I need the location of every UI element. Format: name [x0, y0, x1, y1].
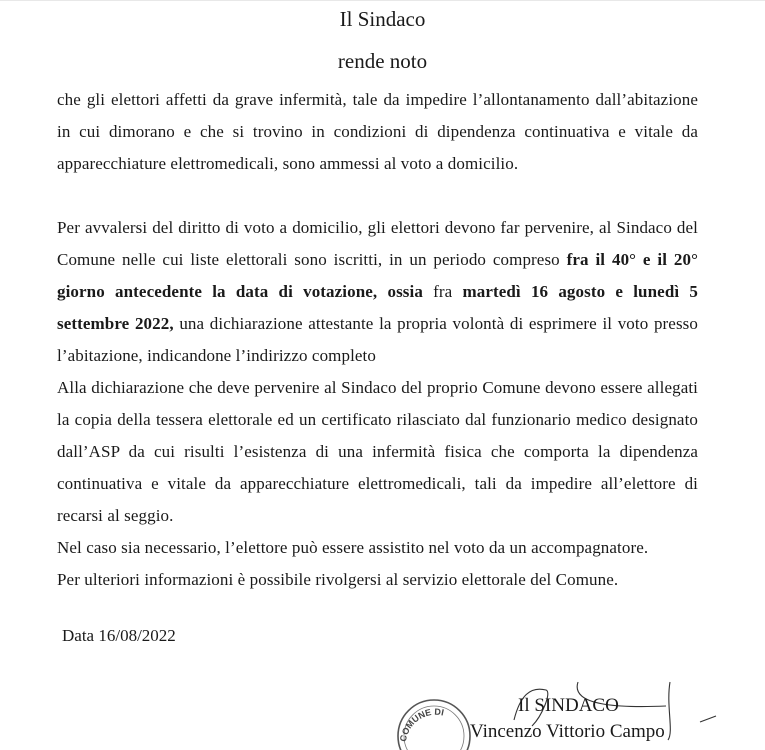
procedure-bold-period: fra il 40° e il 20° giorno antecedente la data di votazione, ossia: [57, 250, 698, 301]
procedure-text-1: Per avvalersi del diritto di voto a domicilio, gli elettori devono far pervenire, al Sindaco del Comune nelle cui liste elettorali sono iscritti, in un periodo compreso: [57, 218, 698, 269]
top-border: [0, 0, 765, 1]
procedure-bold-dates: martedì 16 agosto e lunedì 5 settembre 2022,: [57, 282, 698, 333]
paragraph-attachments: Alla dichiarazione che deve pervenire al Sindaco del proprio Comune devono essere allegati la copia della tessera elettorale ed un certificato rilasciato dal funzionario medico designato dall’ASP da cui risulti l’esistenza di una infermità fisica che comporta la dipendenza continuativa e vitale da apparecchiature elettromedicali, tali da impedire all’elettore di recarsi al seggio.: [57, 378, 698, 525]
signature-name: Vincenzo Vittorio Campo: [470, 721, 665, 742]
heading-rende-noto: rende noto: [337, 49, 428, 73]
procedure-text-2: fra: [422, 282, 463, 301]
signature-title: Il SINDACO: [518, 695, 619, 716]
paragraph-assistance: Nel caso sia necessario, l’elettore può essere assistito nel voto da un accompagnatore.: [57, 538, 649, 557]
municipal-seal-stamp: [392, 690, 472, 750]
seal-text: COMUNE DI: [397, 706, 445, 743]
procedure-text-3: una dichiarazione attestante la propria volontà di esprimere il voto presso l’abitazione, indicandone l’indirizzo completo: [57, 314, 698, 365]
paragraph-eligibility: che gli elettori affetti da grave infermità, tale da impedire l’allontanamento dall’abitazione in cui dimorano e che si trovino in condizioni di dipendenza continuativa e vitale da apparecchiature elettromedicali, sono ammessi al voto a domicilio.: [57, 90, 698, 173]
paragraph-information: Per ulteriori informazioni è possibile rivolgersi al servizio elettorale del Comune.: [57, 570, 619, 589]
heading-il-sindaco: Il Sindaco: [339, 7, 426, 31]
paragraph-procedure: [57, 212, 698, 372]
svg-text:COMUNE DI: [398, 707, 445, 743]
document-date: Data 16/08/2022: [62, 626, 176, 645]
